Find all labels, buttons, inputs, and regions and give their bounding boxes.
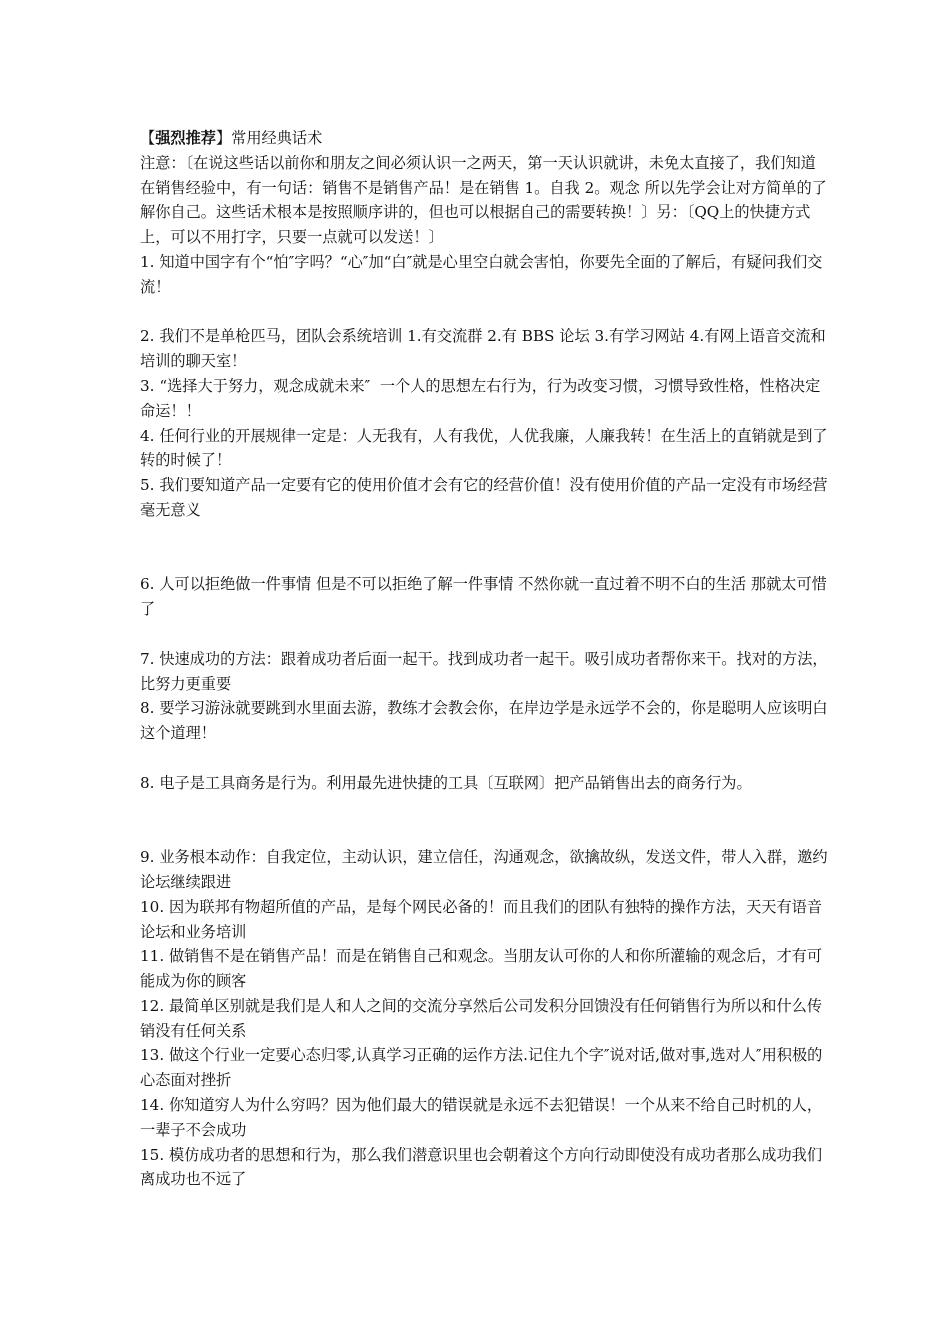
title-strong: 强烈推荐 (155, 129, 216, 147)
item-6: 6. 人可以拒绝做一件事情 但是不可以拒绝了解一件事情 不然你就一直过着不明不白的生活 那就太可惜了 (140, 575, 827, 619)
document-body (140, 126, 830, 1192)
item-15: 15. 模仿成功者的思想和行为，那么我们潜意识里也会朝着这个方向行动即使没有成功者那么成功我们离成功也不远了 (140, 1145, 823, 1189)
item-11: 11. 做销售不是在销售产品！而是在销售自己和观念。当朋友认可你的人和你所灌输的观念后，才有可能成为你的顾客 (140, 947, 823, 991)
item-8b: 8. 电子是工具商务是行为。利用最先进快捷的工具〔互联网〕把产品销售出去的商务行为。 (140, 773, 752, 792)
spacer (140, 622, 830, 647)
note-paragraph: 注意：〔在说这些话以前你和朋友之间必须认识一之两天，第一天认识就讲，未免太直接了，我们知道在销售经验中，有一句话：销售不是销售产品！是在销售 1。自我 2。观念 所以先学会让对方简单的了解你自己。这些话术根本是按照顺序讲的，但也可以根据自己的需要转换！〕另：〔QQ上的快捷方式上，可以不用打字，只要一点就可以发送！〕 (140, 153, 827, 247)
item-14: 14. 你知道穷人为什么穷吗？因为他们最大的错误就是永远不去犯错误！一个从来不给自己时机的人，一辈子不会成功 (140, 1096, 823, 1139)
item-5: 5. 我们要知道产品一定要有它的使用价值才会有它的经营价值！没有使用价值的产品一定没有市场经营毫无意义 (140, 476, 828, 519)
item-4: 4. 任何行业的开展规律一定是：人无我有，人有我优，人优我廉，人廉我转！在生活上的直销就是到了转的时候了！ (140, 426, 828, 470)
document-title (140, 126, 830, 151)
spacer (140, 300, 830, 325)
item-12: 12. 最简单区别就是我们是人和人之间的交流分享然后公司发积分回馈没有任何销售行为所以和什么传销没有任何关系 (140, 996, 823, 1040)
spacer (140, 523, 830, 573)
spacer (140, 796, 830, 846)
item-8: 8. 要学习游泳就要跳到水里面去游，教练才会教会你，在岸边学是永远学不会的，你是聪明人应该明白这个道理！ (140, 699, 828, 743)
spacer (140, 746, 830, 771)
title-rest: 常用经典话术 (231, 129, 323, 147)
item-13: 13. 做这个行业一定要心态归零,认真学习正确的运作方法.记住九个字″说对话,做对事,选对人″用积极的心态面对挫折 (140, 1046, 823, 1090)
item-7: 7. 快速成功的方法：跟着成功者后面一起干。找到成功者一起干。吸引成功者帮你来干。找对的方法，比努力更重要 (140, 649, 828, 693)
item-10: 10. 因为联邦有物超所值的产品，是每个网民必备的！而且我们的团队有独特的操作方法，天天有语音论坛和业务培训 (140, 897, 823, 941)
item-1: 1. 知道中国字有个“怕″字吗？“心″加“白″就是心里空白就会害怕，你要先全面的了解后，有疑问我们交流！ (140, 252, 823, 296)
item-2: 2. 我们不是单枪匹马，团队会系统培训 1.有交流群 2.有 BBS 论坛 3.有学习网站 4.有网上语音交流和培训的聊天室！ (140, 327, 826, 371)
item-3: 3. “选择大于努力，观念成就未来″ 一个人的思想左右行为，行为改变习惯，习惯导致性格，性格决定命运！！ (140, 376, 821, 420)
title-bracket-close: 】 (215, 129, 232, 147)
title-bracket-open: 【 (140, 129, 156, 147)
item-9: 9. 业务根本动作：自我定位，主动认识，建立信任，沟通观念，欲擒故纵，发送文件，带人入群，邀约论坛继续跟进 (140, 848, 828, 891)
